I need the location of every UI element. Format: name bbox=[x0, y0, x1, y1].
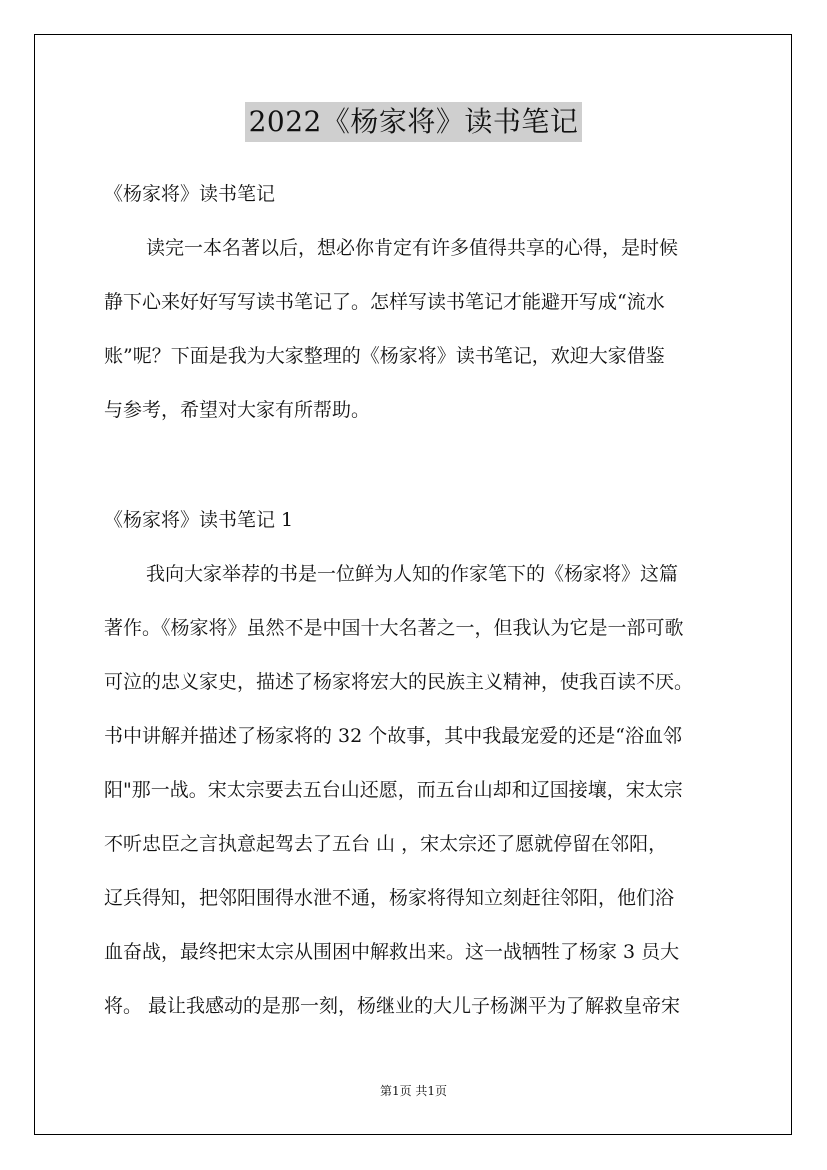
section-heading: 《杨家将》读书笔记 bbox=[104, 183, 276, 205]
note1-line: 血奋战，最终把宋太宗从围困中解救出来。这一战牺牲了杨家 3 员大 bbox=[104, 941, 680, 963]
page-footer: 第1页 共1页 bbox=[379, 1084, 448, 1098]
title-container bbox=[0, 102, 827, 142]
intro-line: 账”呢？下面是我为大家整理的《杨家将》读书笔记，欢迎大家借鉴 bbox=[104, 345, 665, 367]
note1-line: 著作。《杨家将》虽然不是中国十大名著之一，但我认为它是一部可歌 bbox=[104, 617, 684, 639]
intro-line: 与参考，希望对大家有所帮助。 bbox=[104, 399, 371, 421]
note1-line: 阳"那一战。宋太宗要去五台山还愿，而五台山却和辽国接壤，宋太宗 bbox=[104, 779, 683, 801]
note1-line: 将。 最让我感动的是那一刻，杨继业的大儿子杨渊平为了解救皇帝宋 bbox=[104, 995, 681, 1017]
note1-line: 可泣的忠义家史，描述了杨家将宏大的民族主义精神，使我百读不厌。 bbox=[104, 671, 694, 693]
note1-heading: 《杨家将》读书笔记 1 bbox=[104, 509, 294, 531]
intro-line: 静下心来好好写写读书笔记了。怎样写读书笔记才能避开写成“流水 bbox=[104, 291, 665, 313]
note1-line: 辽兵得知，把邻阳围得水泄不通，杨家将得知立刻赶往邻阳，他们浴 bbox=[104, 887, 675, 909]
note1-line: 不听忠臣之言执意起驾去了五台 山 ，宋太宗还了愿就停留在邻阳， bbox=[104, 833, 668, 855]
document-title: 2022《杨家将》读书笔记 bbox=[245, 102, 583, 142]
intro-line: 读完一本名著以后，想必你肯定有许多值得共享的心得，是时候 bbox=[146, 237, 679, 259]
note1-line: 书中讲解并描述了杨家将的 32 个故事，其中我最宠爱的还是“浴血邻 bbox=[104, 725, 682, 747]
note1-line: 我向大家举荐的书是一位鲜为人知的作家笔下的《杨家将》这篇 bbox=[146, 563, 679, 585]
